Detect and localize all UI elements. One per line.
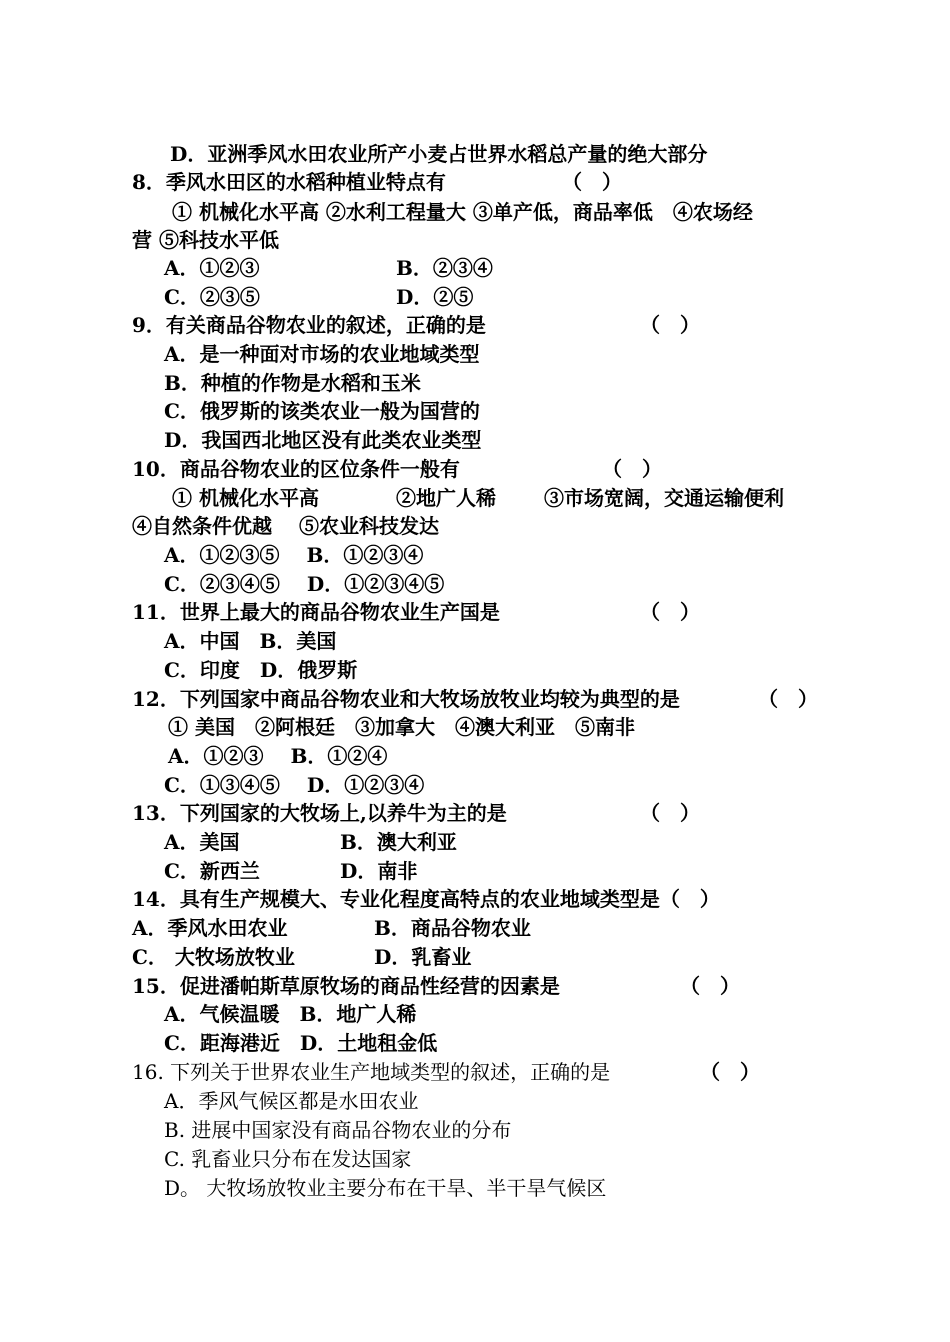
q10-options-cd: C．②③④⑤ D．①②③④⑤ [164, 572, 445, 596]
q13-option-d: D．南非 [340, 859, 418, 883]
q8-stem: 8．季风水田区的水稻种植业特点有 [132, 170, 446, 194]
q10-item-1: ① 机械化水平高 [172, 486, 319, 510]
q9-option-a: A．是一种面对市场的农业地域类型 [164, 342, 480, 366]
q15-options-ab: A．气候温暖 B．地广人稀 [164, 1002, 417, 1026]
q9-stem: 9．有关商品谷物农业的叙述，正确的是 [132, 313, 486, 337]
q16-option-a: A．季风气候区都是水田农业 [164, 1089, 419, 1113]
q8-option-c: C．②③⑤ [164, 285, 260, 309]
q14-option-a: A．季风水田农业 [132, 916, 288, 940]
q12-options-ab: A．①②③ B．①②④ [168, 744, 388, 768]
q8-option-d: D．②⑤ [396, 285, 474, 309]
q9-option-d: D．我国西北地区没有此类农业类型 [164, 428, 482, 452]
q16-answer-blank: （ ） [700, 1060, 760, 1084]
q9-option-c: C．俄罗斯的该类农业一般为国营的 [164, 399, 480, 423]
q11-stem: 11．世界上最大的商品谷物农业生产国是 [132, 600, 500, 624]
q14-option-c: C． 大牧场放牧业 [132, 945, 295, 969]
q7-option-d: D．亚洲季风水田农业所产小麦占世界水稻总产量的绝大部分 [170, 142, 708, 166]
q16-option-b: B. 进展中国家没有商品谷物农业的分布 [164, 1118, 512, 1142]
q12-stem: 12．下列国家中商品谷物农业和大牧场放牧业均较为典型的是 [132, 687, 680, 711]
q15-stem: 15．促进潘帕斯草原牧场的商品性经营的因素是 [132, 974, 560, 998]
q15-options-cd: C．距海港近 D．土地租金低 [164, 1031, 438, 1055]
q10-options-ab: A．①②③⑤ B．①②③④ [164, 543, 424, 567]
q14-option-d: D．乳畜业 [374, 945, 472, 969]
q10-items-cont: ④自然条件优越 ⑤农业科技发达 [132, 514, 439, 538]
q9-answer-blank: （ ） [640, 313, 700, 337]
q13-answer-blank: （ ） [640, 801, 700, 825]
q14-stem: 14．具有生产规模大、专业化程度高特点的农业地域类型是（ ） [132, 887, 720, 911]
q10-item-3: ③市场宽阔，交通运输便利 [544, 486, 784, 510]
q12-items: ① 美国 ②阿根廷 ③加拿大 ④澳大利亚 ⑤南非 [168, 715, 635, 739]
q11-options-ab: A．中国 B．美国 [164, 629, 337, 653]
q8-option-b: B．②③④ [396, 256, 493, 280]
q16-option-d: D。 大牧场放牧业主要分布在干旱、半干旱气候区 [164, 1176, 607, 1200]
q16-stem: 16. 下列关于世界农业生产地域类型的叙述，正确的是 [132, 1060, 611, 1084]
q13-option-c: C．新西兰 [164, 859, 260, 883]
q14-option-b: B．商品谷物农业 [374, 916, 531, 940]
q8-answer-blank: （ ） [562, 170, 622, 194]
q11-options-cd: C．印度 D．俄罗斯 [164, 658, 358, 682]
q9-option-b: B．种植的作物是水稻和玉米 [164, 371, 421, 395]
q8-items: ① 机械化水平高 ②水利工程量大 ③单产低，商品率低 ④农场经 [172, 200, 753, 224]
q10-answer-blank: （ ） [602, 457, 662, 481]
q13-option-a: A．美国 [164, 830, 240, 854]
q13-stem: 13．下列国家的大牧场上,以养牛为主的是 [132, 801, 507, 825]
q13-option-b: B．澳大利亚 [340, 830, 457, 854]
q8-items-cont: 营 ⑤科技水平低 [132, 228, 279, 252]
q12-options-cd: C．①③④⑤ D．①②③④ [164, 773, 425, 797]
q10-stem: 10．商品谷物农业的区位条件一般有 [132, 457, 460, 481]
q16-option-c: C. 乳畜业只分布在发达国家 [164, 1147, 412, 1171]
q11-answer-blank: （ ） [640, 600, 700, 624]
q10-item-2: ②地广人稀 [396, 486, 496, 510]
q15-answer-blank: （ ） [680, 974, 740, 998]
q12-answer-blank: （ ） [758, 687, 818, 711]
q8-option-a: A．①②③ [164, 256, 260, 280]
